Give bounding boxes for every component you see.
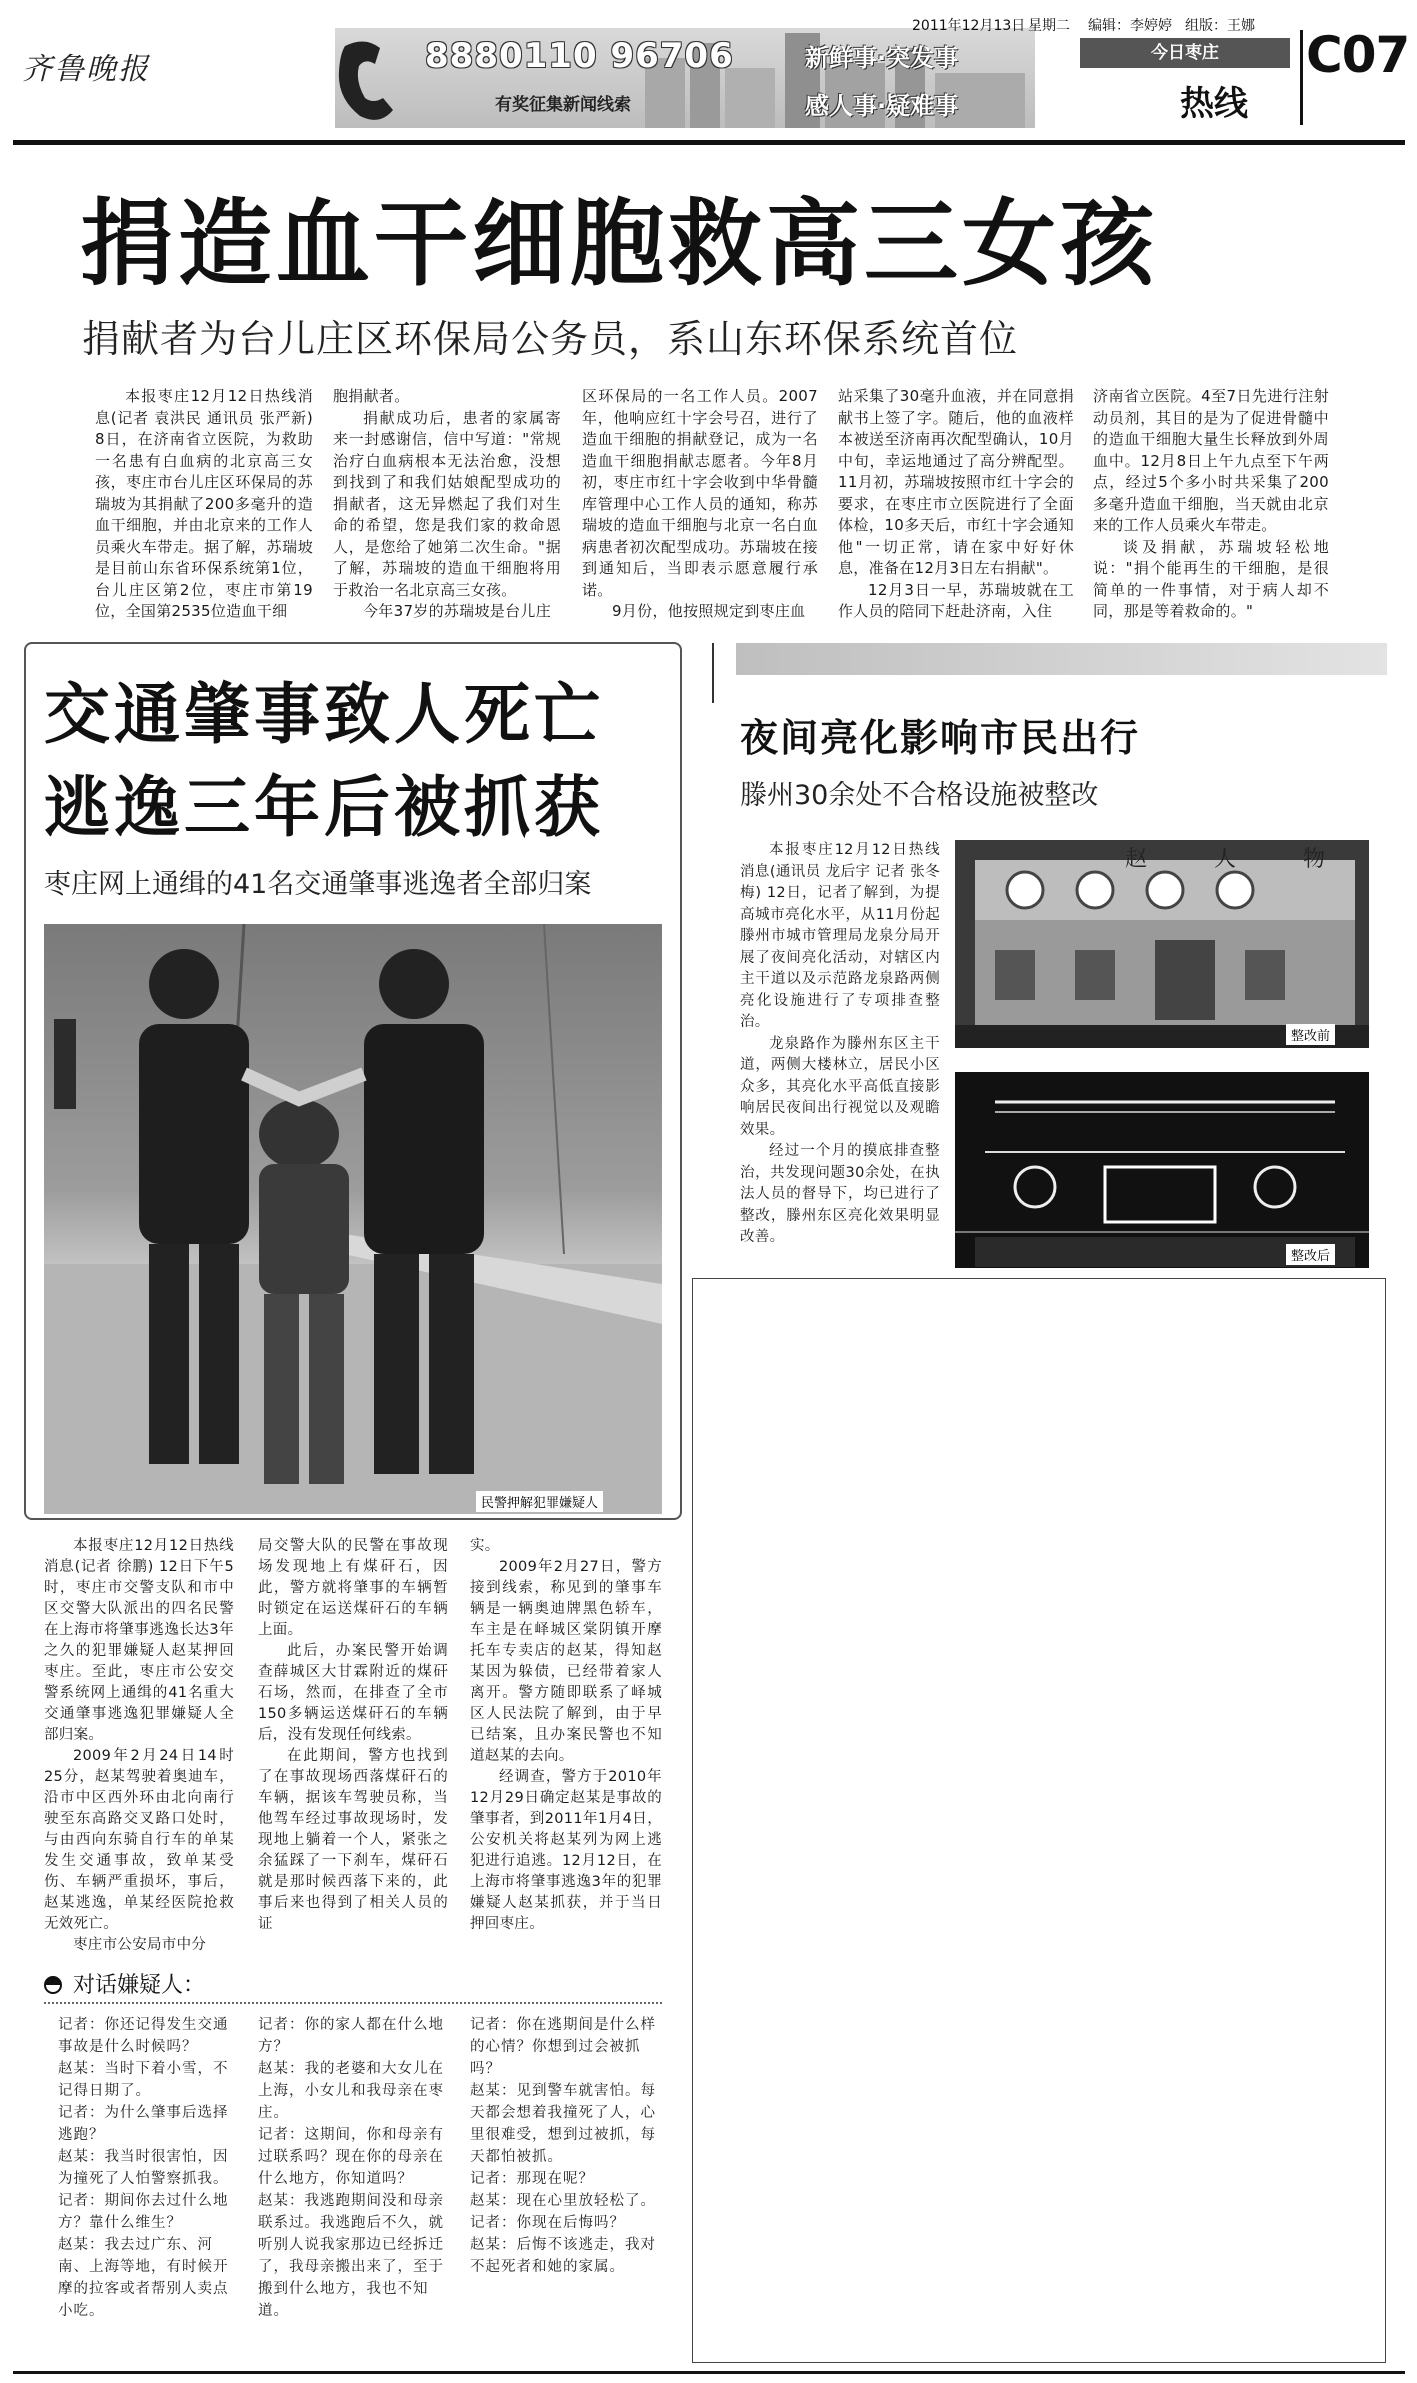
blank-panel [692, 1278, 1386, 2363]
story2-headline-2: 逃逸三年后被抓获 [44, 769, 604, 846]
story1-column-2 [333, 386, 561, 623]
arrest-photo-caption: 民警押解犯罪嫌疑人 [476, 1491, 603, 1512]
hotline-sub: 有奖征集新闻线索 [495, 95, 631, 115]
section-title: 热线 [1180, 84, 1248, 124]
building-sign: 赵 人 物 [1125, 847, 1355, 872]
story3-body [740, 840, 940, 1249]
story1-paragraph: 捐献成功后，患者的家属寄来一封感谢信，信中写道："常规治疗白血病根本无法治愈，没想到找到了和我们姑娘配型成功的捐献者，这无异燃起了我们对生命的希望，您是我们家的救命恩人，是您给了她第二次生命。"据了解，苏瑞坡的造血干细胞将用于救治一名北京高三女孩。 [333, 408, 561, 599]
dialogue-divider [44, 2002, 662, 2004]
story2-paragraph: 2009年2月24日14时25分，赵某驾驶着奥迪车，沿市中区西外环由北向南行驶至东高路交叉路口处时，与由西向东骑自行车的单某发生交通事故，致单某受伤、车辆严重损坏，事后，赵某逃逸，单某经医院抢救无效死亡。 [44, 1748, 234, 1932]
story2-paragraph: 实。 [470, 1538, 500, 1554]
dialogue-title: 对话嫌疑人： [73, 1973, 206, 1998]
story2-column-2 [258, 1536, 448, 1935]
building-before-photo [955, 840, 1369, 1048]
story1-column-3 [582, 386, 818, 623]
story1-paragraph: 本报枣庄12月12日热线消息(记者 袁洪民 通讯员 张严新) 8日，在济南省立医院，为救助一名患有白血病的北京高三女孩，枣庄市台儿庄区环保局的苏瑞坡为其捐献了200多毫升的造血干细胞，并由北京来的工作人员乘火车带走。据了解，苏瑞坡是目前山东省环保系统第1位，台儿庄区第2位，枣庄市第19位，全国第2535位造血干细 [95, 387, 313, 620]
story1-subhead: 捐献者为台儿庄区环保局公务员，系山东环保系统首位 [82, 317, 1019, 361]
story3-subhead: 滕州30余处不合格设施被整改 [740, 780, 1099, 811]
building-after-scene [955, 1072, 1369, 1268]
hotline-slogan-2: 感人事·疑难事 [805, 92, 959, 120]
story2-subhead: 枣庄网上通缉的41名交通肇事逃逸者全部归案 [44, 869, 592, 900]
story1-column-5 [1093, 386, 1329, 623]
before-caption: 整改前 [1286, 1024, 1335, 1045]
story3-paragraph: 龙泉路作为滕州东区主干道，两侧大楼林立，居民小区众多，其亮化水平高低直接影响居民夜间出行视觉以及观瞻效果。 [740, 1035, 940, 1138]
hotline-banner [335, 28, 1035, 128]
story2-paragraph: 枣庄市公安局市中分 [73, 1937, 207, 1953]
hotline-slogan-1: 新鲜事·突发事 [805, 44, 959, 72]
issue-weekday: 星期二 [1028, 18, 1070, 34]
story1-paragraph: 9月份，他按照规定到枣庄血 [612, 602, 806, 620]
after-caption: 整改后 [1286, 1244, 1335, 1265]
story3-paragraph: 经过一个月的摸底排查整治，共发现问题30余处，在执法人员的督导下，均已进行了整改，滕州东区亮化效果明显改善。 [740, 1143, 940, 1245]
dialogue-column-2: 记者：你的家人都在什么地方？ 赵某：我的老婆和大女儿在上海，小女儿和我母亲在枣庄。 记者：这期间，你和母亲有过联系吗？现在你的母亲在什么地方，你知道吗？ 赵某：我逃跑期间没和母亲联系过。我逃跑后不久，就听别人说我家那边已经拆迁了，我母亲搬出来了，至于搬到什么地方，我也不知道。 [258, 2017, 444, 2319]
story1-paragraph: 站采集了30毫升血液，并在同意捐献书上签了字。随后，他的血液样本被送至济南再次配型确认，10月中旬，幸运地通过了高分辨配型。11月初，苏瑞坡按照市红十字会的要求，在枣庄市立医院进行了全面体检，10多天后，市红十字会通知他"一切正常，请在家中好好休息，准备在12月3日左右捐献"。 [838, 387, 1074, 577]
page-divider [1300, 30, 1303, 125]
story2-column-3 [470, 1536, 662, 1935]
story2-paragraph: 此后，办案民警开始调查薛城区大甘霖附近的煤矸石场，然而，在排查了全市150多辆运送煤矸石的车辆后，没有发现任何线索。 [258, 1643, 448, 1743]
page-bottom-rule [13, 2371, 1405, 2374]
story1-paragraph: 12月3日一早，苏瑞坡就在工作人员的陪同下赶赴济南，入住 [838, 580, 1074, 620]
story2-column-1 [44, 1536, 234, 1956]
edition-tag [1080, 38, 1290, 68]
hotline-numbers: 8880110 96706 [425, 36, 734, 76]
story2-headline-1: 交通肇事致人死亡 [44, 676, 604, 753]
story2-paragraph: 在此期间，警方也找到了在事故现场西落煤矸石的车辆，据该车驾驶员称，当他驾车经过事故现场时，发现地上躺着一个人，紧张之余猛踩了一下刹车，煤矸石就是那时候西落下来的，此事后来也得到了相关人员的证 [258, 1748, 448, 1932]
story2-paragraph: 经调查，警方于2010年12月29日确定赵某是事故的肇事者，到2011年1月4日，公安机关将赵某列为网上逃犯进行追逃。12月12日，在上海市将肇事逃逸3年的犯罪嫌疑人赵某抓获，并于当日押回枣庄。 [470, 1769, 662, 1932]
dialogue-column-3: 记者：你在逃期间是什么样的心情？你想到过会被抓吗？ 赵某：见到警车就害怕。每天都会想着我撞死了人，心里很难受，想到过被抓，每天都怕被抓。 记者：那现在呢？ 赵某：现在心里放轻松了。 记者：你现在后悔吗？ 赵某：后悔不该逃走，我对不起死者和她的家属。 [470, 2017, 656, 2275]
masthead [0, 0, 1417, 140]
dialogue-heading [44, 1968, 205, 1999]
arrest-photo [44, 924, 662, 1514]
story1-paragraph: 胞捐献者。 [333, 387, 410, 405]
story2-paragraph: 本报枣庄12月12日热线消息(记者 徐鹏) 12日下午5时，枣庄市交警支队和市中区交警大队派出的四名民警在上海市将肇事逃逸长达3年之久的犯罪嫌疑人赵某押回枣庄。至此，枣庄市公安交警系统网上通缉的41名重大交通肇事逃逸犯罪嫌疑人全部归案。 [44, 1538, 234, 1743]
story1-paragraph: 区环保局的一名工作人员。2007年，他响应红十字会号召，进行了造血干细胞的捐献登记，成为一名造血干细胞捐献志愿者。今年8月初，枣庄市红十字会收到中华骨髓库管理中心工作人员的通知，称苏瑞坡的造血干细胞与北京一名白血病患者初次配型成功。苏瑞坡在接到通知后，当即表示愿意履行承诺。 [582, 387, 818, 599]
editor-credit: 编辑：李婷婷 [1088, 18, 1172, 34]
edition-tag-label: 今日枣庄 [1151, 43, 1219, 63]
story3-paragraph: 本报枣庄12月12日热线消息(通讯员 龙后宇 记者 张冬梅) 12日，记者了解到，为提高城市亮化水平，从11月份起滕州市城市管理局龙泉分局开展了夜间亮化活动，对辖区内主干道以及示范路龙泉路两侧亮化设施进行了专项排查整治。 [740, 842, 940, 1030]
story3-top-bar [736, 643, 1387, 675]
story3-left-rule [712, 643, 714, 703]
paper-logo: 齐鲁晚报 [22, 52, 150, 87]
story1-paragraph: 谈及捐献，苏瑞坡轻松地说："捐个能再生的干细胞，是很简单的一件事情，对于病人却不同，那是等着救命的。" [1093, 537, 1329, 620]
story3-headline: 夜间亮化影响市民出行 [740, 716, 1141, 760]
story1-headline: 捐造血干细胞救高三女孩 [80, 190, 1159, 299]
header-rule [13, 140, 1405, 145]
layout-credit: 组版：王娜 [1185, 18, 1255, 34]
story2-paragraph: 局交警大队的民警在事故现场发现地上有煤矸石，因此，警方就将肇事的车辆暂时锁定在运送煤矸石的车辆上面。 [258, 1538, 448, 1638]
issue-date: 2011年12月13日 [912, 18, 1026, 34]
story1-paragraph: 今年37岁的苏瑞坡是台儿庄 [363, 602, 551, 620]
story1-column-4 [838, 386, 1074, 623]
arrest-photo-scene [44, 924, 662, 1514]
half-circle-icon [44, 1976, 62, 1994]
story2-paragraph: 2009年2月27日，警方接到线索，称见到的肇事车辆是一辆奥迪牌黑色轿车，车主是在峄城区棠阴镇开摩托车专卖店的赵某，得知赵某因为躲债，已经带着家人离开。警方随即联系了峄城区人民法院了解到，由于早已结案，且办案民警也不知道赵某的去向。 [470, 1559, 662, 1764]
building-after-photo [955, 1072, 1369, 1268]
dialogue-column-1: 记者：你还记得发生交通事故是什么时候吗？ 赵某：当时下着小雪，不记得日期了。 记者：为什么肇事后选择逃跑？ 赵某：我当时很害怕，因为撞死了人怕警察抓我。 记者：期间你去过什么地方？靠什么维生？ 赵某：我去过广东、河南、上海等地，有时候开摩的拉客或者帮别人卖点小吃。 [58, 2017, 229, 2319]
page-number: C07 [1306, 26, 1410, 84]
story1-paragraph: 济南省立医院。4至7日先进行注射动员剂，其目的是为了促进骨髓中的造血干细胞大量生长释放到外周血中。12月8日上午九点至下午两点，经过5个多小时共采集了200多毫升造血干细胞，当天就由北京来的工作人员乘火车带走。 [1093, 387, 1329, 534]
telephone-icon [335, 36, 405, 126]
story1-column-1 [95, 386, 313, 623]
